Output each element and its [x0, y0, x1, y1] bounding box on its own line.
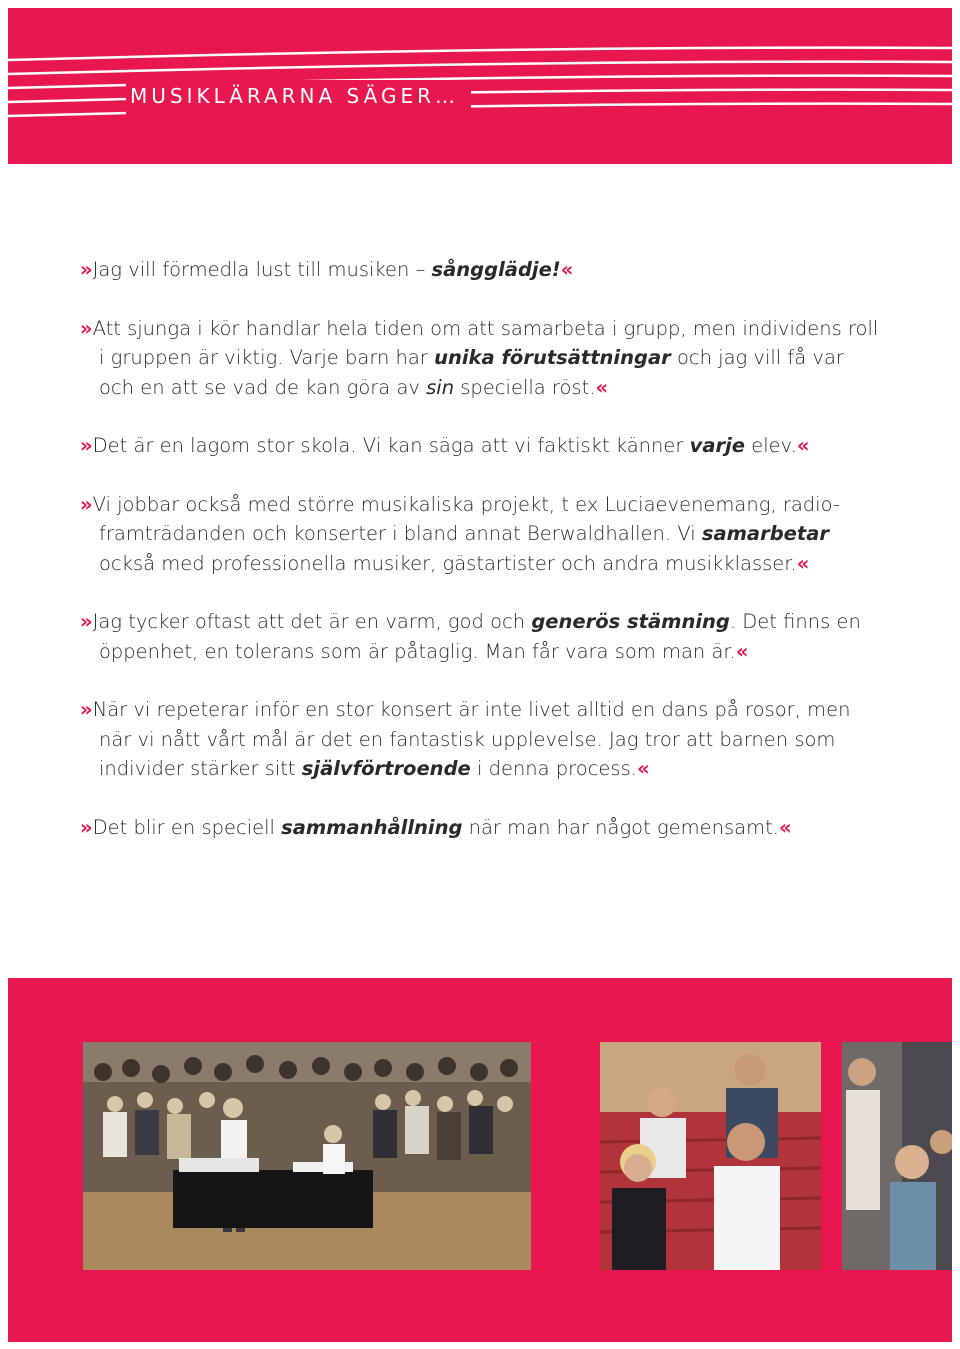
emphasized-text: unika förutsättningar	[434, 346, 671, 369]
header-band	[8, 8, 952, 164]
quote-paragraph	[80, 813, 880, 843]
quote-text: Det är en lagom stor skola. Vi kan säga att vi faktiskt känner	[92, 434, 690, 457]
quote-text: och jag vill få var och en att se vad de kan göra av	[99, 346, 844, 399]
emphasized-text: samarbetar	[701, 522, 829, 545]
choir-rehearsal-photo	[83, 1042, 531, 1270]
music-teachers-photo	[600, 1042, 821, 1270]
quote-paragraph	[80, 255, 880, 285]
quote-paragraph	[80, 431, 880, 461]
quote-text: . Det finns en öppenhet, en tolerans som är påtaglig. Man får vara som man är.	[99, 610, 861, 663]
quote-mark: »	[80, 492, 93, 516]
quote-text: i denna process.	[470, 757, 637, 780]
quote-mark: »	[80, 434, 93, 457]
italic-text: sin	[426, 375, 455, 399]
quote-text: speciella röst.	[454, 375, 596, 399]
quote-text: Att sjunga i kör handlar hela tiden om att samarbeta i grupp, men individens roll i gruppen är viktig. Varje barn har	[92, 316, 879, 369]
quote-mark: «	[796, 434, 810, 457]
quote-mark: «	[595, 375, 609, 399]
quote-text: Jag tycker oftast att det är en varm, god och	[92, 610, 532, 633]
quote-mark: »	[80, 316, 93, 340]
quotes-list	[80, 255, 880, 871]
quote-paragraph	[80, 490, 880, 579]
quote-paragraph	[80, 314, 880, 403]
quote-mark: «	[778, 815, 792, 839]
page-title: MUSIKLÄRARNA SÄGER…	[130, 84, 459, 108]
quote-text: när man har något gemensamt.	[462, 815, 779, 839]
emphasized-text: självförtroende	[301, 757, 471, 780]
quote-mark: «	[636, 757, 650, 780]
emphasized-text: sammanhållning	[281, 815, 463, 839]
photo-band	[8, 978, 952, 1342]
quote-mark: «	[560, 258, 574, 281]
quote-mark: »	[80, 698, 93, 721]
singing-girls-photo	[842, 1042, 952, 1270]
quote-paragraph	[80, 695, 880, 784]
quote-mark: »	[80, 815, 93, 839]
quote-text: Det blir en speciell	[92, 815, 282, 839]
emphasized-text: sångglädje!	[431, 258, 561, 281]
quote-mark: »	[80, 258, 93, 281]
quote-text: elev.	[745, 434, 797, 457]
quote-text: också med professionella musiker, gästartister och andra musikklasser.	[99, 551, 797, 575]
quote-text: Vi jobbar också med större musikaliska projekt, t ex Luciaevenemang, radio-framträdanden och konserter i bland annat Berwaldhallen. Vi	[92, 492, 840, 545]
quote-mark: «	[796, 551, 810, 575]
quote-text: När vi repeterar inför en stor konsert är inte livet alltid en dans på rosor, men när vi nått vårt mål är det en fantastisk upplevelse. Jag tror att barnen som individer stärker sitt	[92, 698, 851, 780]
quote-paragraph	[80, 607, 880, 666]
quote-mark: «	[735, 639, 749, 663]
emphasized-text: varje	[689, 434, 746, 457]
emphasized-text: generös stämning	[531, 610, 730, 633]
quote-mark: »	[80, 610, 93, 633]
quote-text: Jag vill förmedla lust till musiken –	[92, 258, 432, 281]
